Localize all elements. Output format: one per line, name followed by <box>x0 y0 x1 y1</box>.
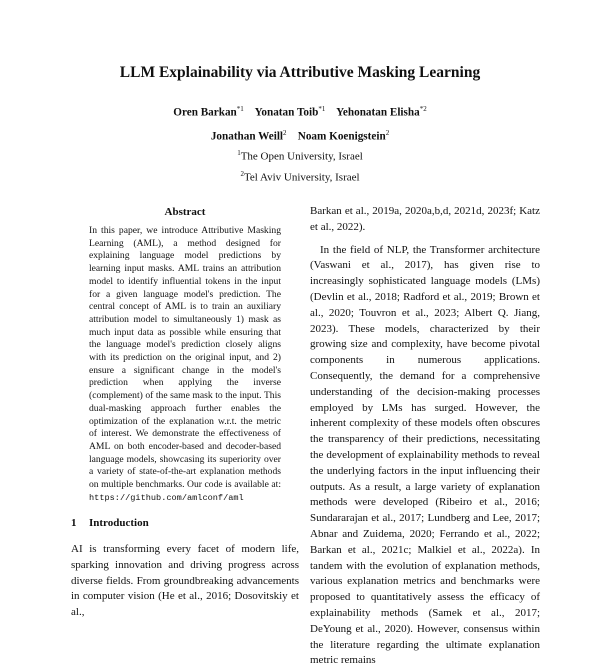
author-name: Yehonatan Elisha <box>336 106 420 119</box>
abstract-body <box>89 225 281 504</box>
abstract-text: In this paper, we introduce Attributive Masking Learning (AML), a method designed for explaining language model predictions by learning input masks. AML trains an attribution model to identify influential tokens in the input for a given language model's prediction. The central concept of AML is to train an auxiliary attribution model to simultaneously 1) mask as much input data as possible while ensuring that the language model's prediction closely aligns with its prediction on the original input, and 2) ensure a significant change in the model's prediction when applying the inverse (complement) of the same mask to the input. This dual-masking approach further enables the optimization of the explanation w.r.t. the metric of interest. We demonstrate the effectiveness of AML on both encoder-based and decoder-based language models, showcasing its superiority over a variety of state-of-the-art explanation methods on multiple benchmarks. Our code is available at: <box>89 225 281 491</box>
author-mark: *1 <box>236 105 244 113</box>
introduction-column-left <box>71 542 299 621</box>
intro-paragraph: AI is transforming every facet of modern life, sparking innovation and driving progress across diverse fields. From groundbreaking advancements in computer vision (He et al., 2016; Dosovitskiy et al., <box>71 543 299 619</box>
author-name: Oren Barkan <box>173 106 237 119</box>
author-mark: *1 <box>318 105 326 113</box>
author-line-2 <box>0 123 600 147</box>
affiliation <box>0 145 600 166</box>
affiliation-text: The Open University, Israel <box>240 150 363 163</box>
affiliation <box>0 166 600 187</box>
author-mark: 2 <box>283 128 287 137</box>
code-link[interactable]: https://github.com/amlconf/aml <box>89 492 244 503</box>
author-mark: *2 <box>419 105 427 113</box>
section-number: 1 <box>71 517 77 529</box>
affiliation-list <box>0 145 600 186</box>
author-list <box>0 99 600 146</box>
right-column <box>310 204 540 669</box>
author-name: Noam Koenigstein <box>297 130 386 143</box>
section-heading-introduction <box>71 517 301 529</box>
paper-title: LLM Explainability via Attributive Masking Learning <box>119 64 481 81</box>
section-title: Introduction <box>89 517 149 529</box>
affiliation-mark: 1 <box>237 149 241 157</box>
affiliation-mark: 2 <box>240 169 244 178</box>
author-mark: 2 <box>385 128 390 137</box>
affiliation-text: Tel Aviv University, Israel <box>243 171 360 184</box>
right-paragraph-continued: Barkan et al., 2019a, 2020a,b,d, 2021d, 2023f; Katz et al., 2022). <box>310 205 540 233</box>
author-name: Jonathan Weill <box>210 130 284 143</box>
abstract-heading: Abstract <box>164 206 206 218</box>
author-name: Yonatan Toib <box>254 106 319 119</box>
right-paragraph: In the field of NLP, the Transformer architecture (Vaswani et al., 2017), has given rise to increasingly sophisticated language models (LMs) (Devlin et al., 2018; Radford et al., 2019; Brown et al., 2020; Touvron et al., 2023; Albert Q. Jiang, 2023). These models, characterized by their growing size and complexity, have become pivotal components in numerous applications. Consequently, the demand for a comprehensive understanding of the decision-making processes employed by LMs has surged. However, the inherent complexity of these models often obscures the transparency of their predictions, necessitating the development of explainability methods to reveal the underlying factors in the input influencing their outputs. As a result, a large variety of explanation methods were developed (Ribeiro et al., 2016; Sundararajan et al., 2017; Lundberg and Lee, 2017; Abnar and Zuidema, 2020; Ferrando et al., 2022; Barkan et al., 2021c; Malkiel et al., 2022a). In tandem with the evolution of explanation methods, various explanation metrics and benchmarks were proposed to quantitatively assess the efficacy of explainability methods (Samek et al., 2017; DeYoung et al., 2020). However, consensus within the literature regarding the ultimate explanation metric remains <box>310 243 540 667</box>
author-line-1 <box>0 99 600 123</box>
